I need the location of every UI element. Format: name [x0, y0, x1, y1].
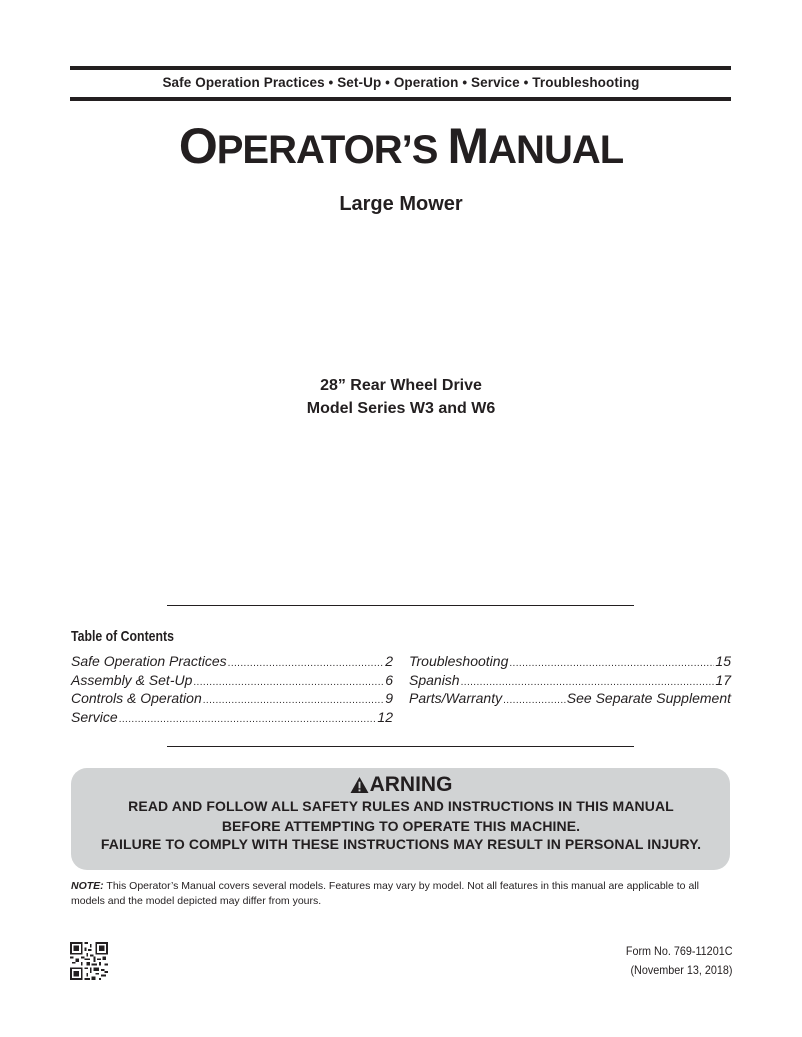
toc-entry-controls[interactable]	[71, 689, 393, 710]
toc-leader	[509, 652, 714, 673]
toc-entry-label: Service	[71, 709, 118, 725]
warning-triangle-icon	[350, 776, 369, 794]
toc-leader	[203, 689, 384, 710]
note-label: NOTE:	[71, 880, 104, 892]
toc-entry-page: 15	[715, 653, 731, 669]
toc-entry-label: Spanish	[409, 672, 460, 688]
toc-entry-service[interactable]	[71, 708, 393, 729]
toc-entry-label: Assembly & Set-Up	[71, 672, 193, 688]
toc-entry-page: 17	[715, 672, 731, 688]
top-rule	[70, 66, 731, 70]
page-title	[0, 114, 802, 182]
toc-entry-page: 2	[385, 653, 393, 669]
toc-entry-parts-warranty[interactable]	[409, 689, 731, 710]
toc-entry-label: Parts/Warranty	[409, 690, 503, 706]
note-paragraph	[71, 879, 731, 909]
toc-entry-page: See Separate Supplement	[566, 690, 731, 706]
form-date: (November 13, 2018)	[629, 963, 732, 977]
toc-leader	[228, 652, 385, 673]
subhead: Safe Operation Practices • Set-Up • Operation • Service • Troubleshooting	[162, 75, 640, 90]
title-small-caps-2: ANUAL	[488, 128, 624, 172]
title-cap-2: M	[447, 118, 489, 174]
toc-entry-label: Controls & Operation	[71, 690, 202, 706]
toc-entry-page: 9	[385, 690, 393, 706]
title-cap-1: O	[178, 118, 217, 174]
toc-leader	[119, 708, 377, 729]
warning-line-1: READ AND FOLLOW ALL SAFETY RULES AND INSTRUCTIONS IN THIS MANUAL	[128, 798, 674, 814]
title-small-caps-1: PERATOR’S	[216, 128, 448, 172]
toc-heading: Table of Contents	[71, 628, 174, 645]
warning-line-3: FAILURE TO COMPLY WITH THESE INSTRUCTIONS MAY RESULT IN PERSONAL INJURY.	[100, 836, 702, 852]
warning-title	[0, 773, 802, 797]
toc-entry-label: Troubleshooting	[409, 653, 509, 669]
model-series: Model Series W3 and W6	[306, 400, 496, 417]
subhead-rule	[70, 97, 731, 101]
toc-entry-troubleshooting[interactable]	[409, 652, 731, 673]
warning-line-2: BEFORE ATTEMPTING TO OPERATE THIS MACHINE.	[221, 818, 581, 834]
note-text: This Operator’s Manual covers several models. Features may vary by model. Not all features in this manual are applicable to all models and the model depicted may differ from yours.	[71, 880, 699, 907]
model-drive: 28” Rear Wheel Drive	[320, 377, 482, 394]
form-number: Form No. 769-11201C	[625, 944, 732, 958]
toc-top-divider	[167, 605, 634, 606]
toc-entry-page: 12	[377, 709, 393, 725]
toc-entry-label: Safe Operation Practices	[71, 653, 227, 669]
toc-entry-page: 6	[385, 672, 393, 688]
toc-bottom-divider	[167, 746, 634, 747]
form-number-block	[625, 942, 732, 980]
qr-code-icon	[70, 942, 108, 980]
toc-leader	[503, 689, 566, 710]
product-name: Large Mower	[339, 193, 463, 215]
toc-entry-safe-operation[interactable]	[71, 652, 393, 673]
warning-title-text: ARNING	[369, 773, 453, 796]
